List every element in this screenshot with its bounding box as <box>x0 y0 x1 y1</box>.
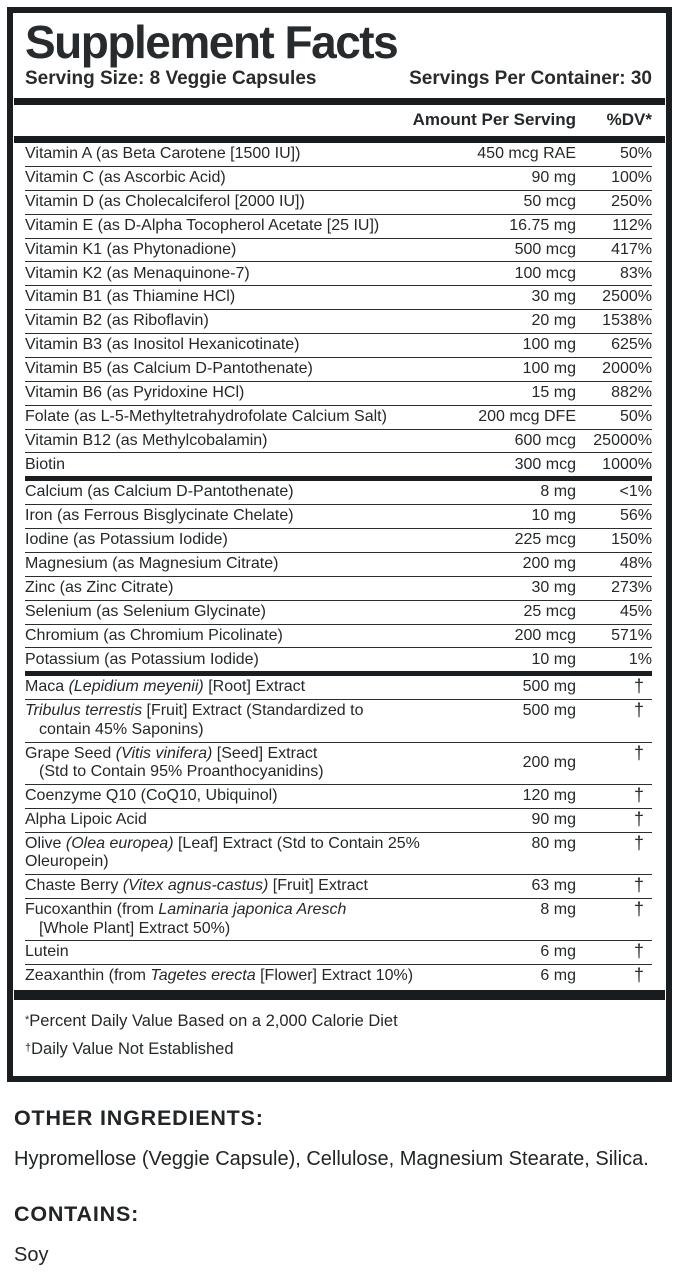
amount-cell: 10 mg <box>531 650 576 668</box>
ingredient-name: Zeaxanthin (from Tagetes erecta [Flower] Extract 10%) <box>25 967 414 985</box>
table-row <box>25 261 652 285</box>
amount-cell: 6 mg <box>540 943 576 961</box>
dv-cell: 25000% <box>593 431 652 449</box>
dv-dagger-cell: † <box>633 899 644 920</box>
table-row <box>25 671 652 699</box>
column-header-dv: %DV* <box>606 110 652 129</box>
dv-cell: 1% <box>628 650 652 668</box>
column-header-amount: Amount Per Serving <box>412 110 576 129</box>
table-row <box>25 964 652 988</box>
amount-cell: 200 mcg DFE <box>478 407 576 425</box>
table-row <box>25 214 652 238</box>
amount-cell: 30 mg <box>531 578 576 596</box>
dv-cell: 150% <box>611 531 652 549</box>
table-row <box>25 405 652 429</box>
table-row <box>25 624 652 648</box>
table-row <box>25 381 652 405</box>
ingredient-name: Vitamin B1 (as Thiamine HCl) <box>25 288 236 306</box>
table-row <box>25 238 652 262</box>
divider-top <box>14 98 665 105</box>
table-row <box>25 808 652 832</box>
amount-cell: 500 mcg <box>514 240 576 258</box>
divider-bottom <box>14 990 665 1000</box>
ingredient-table <box>13 143 666 988</box>
ingredient-name: Tribulus terrestis [Fruit] Extract (Standardized to contain 45% Saponins) <box>25 702 364 738</box>
amount-cell: 63 mg <box>531 877 576 895</box>
table-row <box>25 552 652 576</box>
ingredient-name: Iodine (as Potassium Iodide) <box>25 531 228 549</box>
dv-dagger-cell: † <box>633 808 644 829</box>
table-row <box>25 940 652 964</box>
amount-cell: 200 mg <box>522 555 576 573</box>
dv-cell: 882% <box>611 383 652 401</box>
dv-dagger-cell: † <box>633 742 644 763</box>
ingredient-name: Magnesium (as Magnesium Citrate) <box>25 555 279 573</box>
dv-cell: 250% <box>611 192 652 210</box>
ingredient-name: Vitamin A (as Beta Carotene [1500 IU]) <box>25 145 301 163</box>
amount-cell: 100 mg <box>522 360 576 378</box>
dv-cell: 273% <box>611 578 652 596</box>
ingredient-name: Chromium (as Chromium Picolinate) <box>25 626 283 644</box>
table-row <box>25 357 652 381</box>
dv-dagger-cell: † <box>633 700 644 721</box>
table-row <box>25 898 652 940</box>
amount-cell: 8 mg <box>540 483 576 501</box>
table-row <box>25 784 652 808</box>
amount-cell: 100 mcg <box>514 264 576 282</box>
amount-cell: 200 mg <box>522 753 576 771</box>
divider-header <box>14 136 665 143</box>
amount-cell: 500 mg <box>522 702 576 720</box>
supplement-facts-panel <box>7 7 672 1082</box>
dv-cell: 56% <box>619 507 652 525</box>
amount-cell: 25 mcg <box>523 602 576 620</box>
asterisk-mark: * <box>25 1014 30 1026</box>
amount-cell: 450 mcg RAE <box>477 145 576 163</box>
dv-cell: 83% <box>619 264 652 282</box>
contains-text: Soy <box>14 1244 49 1266</box>
additional-info <box>0 1082 679 1272</box>
dv-cell: <1% <box>619 483 652 501</box>
other-ingredients-text: Hypromellose (Veggie Capsule), Cellulose, Magnesium Stearate, Silica. <box>14 1148 649 1170</box>
amount-cell: 225 mcg <box>514 531 576 549</box>
dv-cell: 50% <box>619 145 652 163</box>
amount-cell: 100 mg <box>522 336 576 354</box>
table-row <box>25 699 652 741</box>
ingredient-name: Vitamin B12 (as Methylcobalamin) <box>25 431 268 449</box>
supplement-label <box>0 7 679 1272</box>
other-ingredients-heading: OTHER INGREDIENTS: <box>14 1106 264 1130</box>
dv-cell: 50% <box>619 407 652 425</box>
dv-dagger-cell: † <box>633 832 644 853</box>
ingredient-name: Zinc (as Zinc Citrate) <box>25 578 174 596</box>
amount-cell: 80 mg <box>531 834 576 852</box>
dv-cell: 417% <box>611 240 652 258</box>
contains-heading: CONTAINS: <box>14 1202 140 1226</box>
ingredient-name: Vitamin K2 (as Menaquinone-7) <box>25 264 250 282</box>
ingredient-name: Vitamin D (as Cholecalciferol [2000 IU]) <box>25 192 305 210</box>
amount-cell: 300 mcg <box>514 455 576 473</box>
ingredient-name: Grape Seed (Vitis vinifera) [Seed] Extract (Std to Contain 95% Proanthocyanidins) <box>25 744 324 781</box>
table-row <box>25 576 652 600</box>
footnote-dv <box>25 1010 654 1032</box>
table-row <box>25 874 652 898</box>
table-row <box>25 528 652 552</box>
amount-cell: 120 mg <box>522 787 576 805</box>
dv-cell: 625% <box>611 336 652 354</box>
dv-dagger-cell: † <box>633 676 644 697</box>
amount-cell: 90 mg <box>531 810 576 828</box>
ingredient-name: Vitamin K1 (as Phytonadione) <box>25 240 237 258</box>
servings-per-container: Servings Per Container: 30 <box>409 68 652 89</box>
amount-cell: 200 mcg <box>514 626 576 644</box>
table-header <box>13 105 666 136</box>
ingredient-name: Vitamin E (as D-Alpha Tocopherol Acetate [25 IU]) <box>25 216 380 234</box>
amount-cell: 10 mg <box>531 507 576 525</box>
ingredient-name: Vitamin B2 (as Riboflavin) <box>25 312 209 330</box>
dv-cell: 112% <box>612 216 652 234</box>
amount-cell: 500 mg <box>522 678 576 696</box>
dv-cell: 1538% <box>602 312 652 330</box>
ingredient-name: Selenium (as Selenium Glycinate) <box>25 602 266 620</box>
dagger-mark: † <box>25 1042 32 1054</box>
dv-dagger-cell: † <box>633 941 644 962</box>
footnote-dagger-text: Daily Value Not Established <box>31 1040 234 1058</box>
dv-cell: 100% <box>611 169 652 187</box>
dv-cell: 2000% <box>602 360 652 378</box>
table-row <box>25 166 652 190</box>
amount-cell: 15 mg <box>531 383 576 401</box>
table-row <box>25 476 652 504</box>
footnote-dagger <box>25 1038 654 1060</box>
table-row <box>25 190 652 214</box>
amount-cell: 20 mg <box>531 312 576 330</box>
ingredient-name: Chaste Berry (Vitex agnus-castus) [Fruit] Extract <box>25 877 368 895</box>
ingredient-name: Coenzyme Q10 (CoQ10, Ubiquinol) <box>25 787 278 805</box>
ingredient-name: Vitamin B3 (as Inositol Hexanicotinate) <box>25 336 300 354</box>
amount-cell: 16.75 mg <box>509 216 576 234</box>
footnote-dv-text: Percent Daily Value Based on a 2,000 Calorie Diet <box>29 1012 398 1030</box>
ingredient-name: Vitamin C (as Ascorbic Acid) <box>25 169 226 187</box>
table-row <box>25 333 652 357</box>
panel-title: Supplement Facts <box>25 16 398 68</box>
dv-cell: 45% <box>619 602 652 620</box>
amount-cell: 90 mg <box>531 169 576 187</box>
amount-cell: 50 mcg <box>523 192 576 210</box>
dv-cell: 2500% <box>602 288 652 306</box>
ingredient-name: Alpha Lipoic Acid <box>25 810 147 828</box>
ingredient-name: Biotin <box>25 455 66 473</box>
ingredient-name: Vitamin B6 (as Pyridoxine HCl) <box>25 383 245 401</box>
ingredient-name: Iron (as Ferrous Bisglycinate Chelate) <box>25 507 294 525</box>
dv-cell: 1000% <box>602 455 652 473</box>
ingredient-name: Fucoxanthin (from Laminaria japonica Aresch [Whole Plant] Extract 50%) <box>25 901 347 937</box>
table-row <box>25 742 652 784</box>
dv-dagger-cell: † <box>633 875 644 896</box>
serving-size: Serving Size: 8 Veggie Capsules <box>25 68 317 89</box>
table-row <box>25 143 652 166</box>
table-row <box>25 429 652 453</box>
serving-info <box>13 65 666 98</box>
table-row <box>25 452 652 476</box>
ingredient-name: Calcium (as Calcium D-Pantothenate) <box>25 483 294 501</box>
dv-dagger-cell: † <box>633 785 644 806</box>
dv-dagger-cell: † <box>633 965 644 986</box>
footnotes <box>13 1006 666 1060</box>
ingredient-name: Potassium (as Potassium Iodide) <box>25 650 259 668</box>
amount-cell: 6 mg <box>540 967 576 985</box>
table-row <box>25 647 652 671</box>
table-row <box>25 600 652 624</box>
dv-cell: 48% <box>619 555 652 573</box>
table-row <box>25 832 652 874</box>
ingredient-name: Folate (as L-5-Methyltetrahydrofolate Calcium Salt) <box>25 407 387 425</box>
table-row <box>25 309 652 333</box>
amount-cell: 30 mg <box>531 288 576 306</box>
dv-cell: 571% <box>611 626 652 644</box>
ingredient-name: Lutein <box>25 943 69 961</box>
ingredient-name: Olive (Olea europea) [Leaf] Extract (Std to Contain 25% Oleuropein) <box>25 834 420 871</box>
ingredient-name: Vitamin B5 (as Calcium D-Pantothenate) <box>25 360 313 378</box>
amount-cell: 600 mcg <box>514 431 576 449</box>
table-row <box>25 285 652 309</box>
table-row <box>25 504 652 528</box>
amount-cell: 8 mg <box>540 901 576 919</box>
ingredient-name: Maca (Lepidium meyenii) [Root] Extract <box>25 678 306 696</box>
